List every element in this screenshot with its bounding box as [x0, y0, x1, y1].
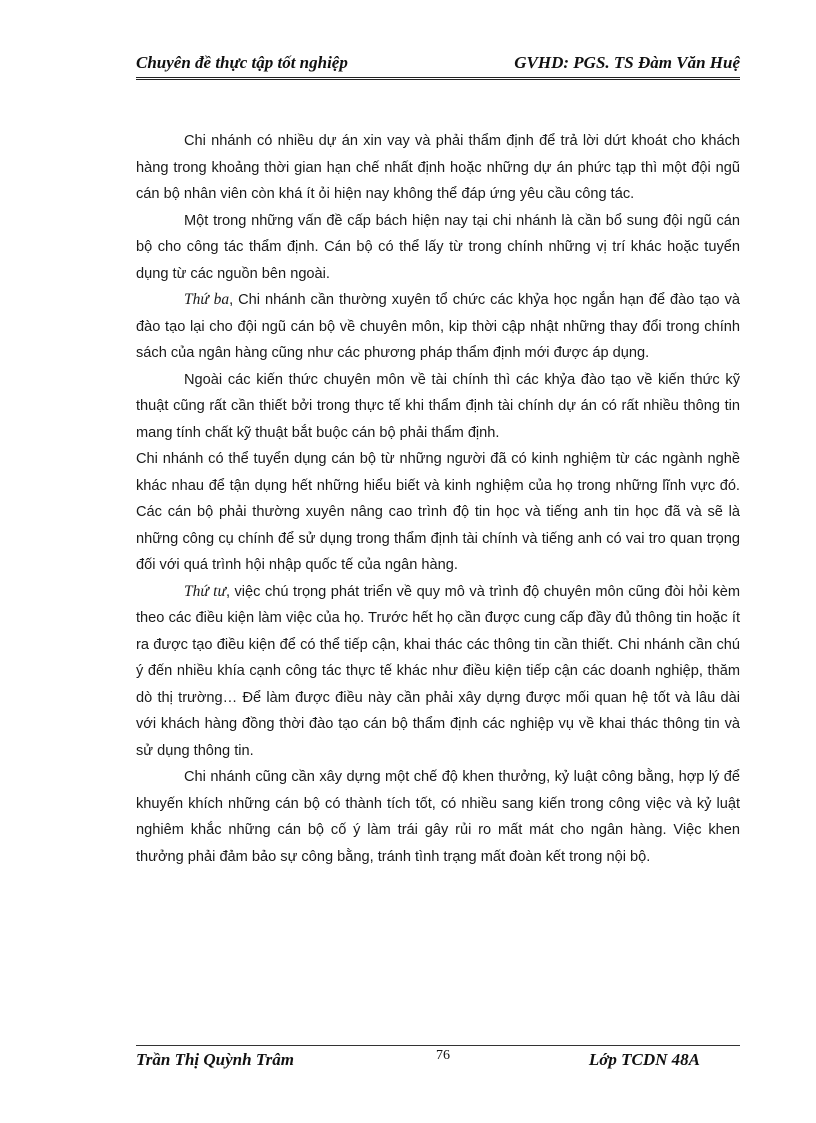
paragraph-6 — [136, 579, 740, 765]
paragraph-1: Chi nhánh có nhiều dự án xin vay và phải thẩm định để trả lời dứt khoát cho khách hàng trong khoảng thời gian hạn chế nhất định hoặc những dự án phức tạp thì một đội ngũ cán bộ nhân viên còn khá ít ỏi hiện nay không thể đáp ứng yêu cầu công tác. — [136, 133, 740, 202]
page-footer — [136, 1045, 740, 1076]
paragraph-6-text: , việc chú trọng phát triển về quy mô và trình độ chuyên môn cũng đòi hỏi kèm theo các điều kiện làm việc của họ. Trước hết họ cần được cung cấp đầy đủ thông tin hoặc ít ra được tạo điều kiện để có thể tiếp cận, khai thác các thông tin cần thiết. Chi nhánh cần chú ý đến nhiều khía cạnh công tác thực tế khác như điều kiện tiếp cận các doanh nghiệp, thăm dò thị trường… Để làm được điều này cần phải xây dựng được mối quan hệ tốt và lâu dài với khách hàng đồng thời đào tạo cán bộ thẩm định các nghiệp vụ về khai thác thông tin và sử dụng thông tin. — [136, 583, 741, 759]
paragraph-4: Ngoài các kiến thức chuyên môn về tài chính thì các khỷa đào tạo về kiến thức kỹ thuật cũng rất cần thiết bởi trong thực tế khi thẩm định tài chính dự án có rất nhiều thông tin mang tính chất kỹ thuật bắt buộc cán bộ phải thẩm định. — [136, 371, 740, 441]
paragraph-3-lead: Thứ ba — [184, 291, 230, 308]
paragraph-7: Chi nhánh cũng cần xây dựng một chế độ khen thưởng, kỷ luật công bằng, hợp lý để khuyến khích những cán bộ có thành tích tốt, có nhiều sang kiến trong công việc và kỷ luật nghiêm khắc những cán bộ cố ý làm trái gây rủi ro mất mát cho ngân hàng. Việc khen thưởng phải đảm bảo sự công bằng, tránh tình trạng mất đoàn kết trong nội bộ. — [136, 769, 740, 865]
page-number: 76 — [436, 1048, 450, 1063]
paragraph-3-text: , Chi nhánh cần thường xuyên tổ chức các khỷa học ngắn hạn để đào tạo và đào tạo lại cho đội ngũ cán bộ về chuyên môn, kip thời cập nhật những thay đổi trong chính sách của ngân hàng cũng như các phương pháp thẩm định mới được áp dụng. — [136, 292, 741, 361]
header-right-supervisor: GVHD: PGS. TS Đàm Văn Huệ — [514, 53, 740, 72]
page-header — [136, 50, 740, 80]
document-body — [136, 128, 740, 870]
footer-author: Trần Thị Quỳnh Trâm — [136, 1050, 294, 1069]
paragraph-6-lead: Thứ tư — [184, 582, 226, 600]
footer-class: Lớp TCDN 48A — [588, 1050, 700, 1069]
paragraph-2: Một trong những vấn đề cấp bách hiện nay tại chi nhánh là cần bổ sung đội ngũ cán bộ cho công tác thẩm định. Cán bộ có thể lấy từ trong chính những vị trí khác hoặc tuyển dụng từ các nguồn bên ngoài. — [136, 212, 740, 282]
header-left-title: Chuyên đề thực tập tốt nghiệp — [136, 53, 348, 72]
paragraph-3 — [136, 287, 740, 367]
paragraph-5: Chi nhánh có thể tuyển dụng cán bộ từ những người đã có kinh nghiệm từ các ngành nghề khác nhau để tận dụng hết những hiểu biết và kinh nghiệm của họ trong những lĩnh vực đó. Các cán bộ phải thường xuyên nâng cao trình độ tin học và tiếng anh tin học đã và sẽ là những công cụ chính để sử dụng trong thẩm định tài chính và tiếng anh có vai tro quan trọng đối với quá trình hội nhập quốc tế của ngân hàng. — [136, 451, 740, 573]
